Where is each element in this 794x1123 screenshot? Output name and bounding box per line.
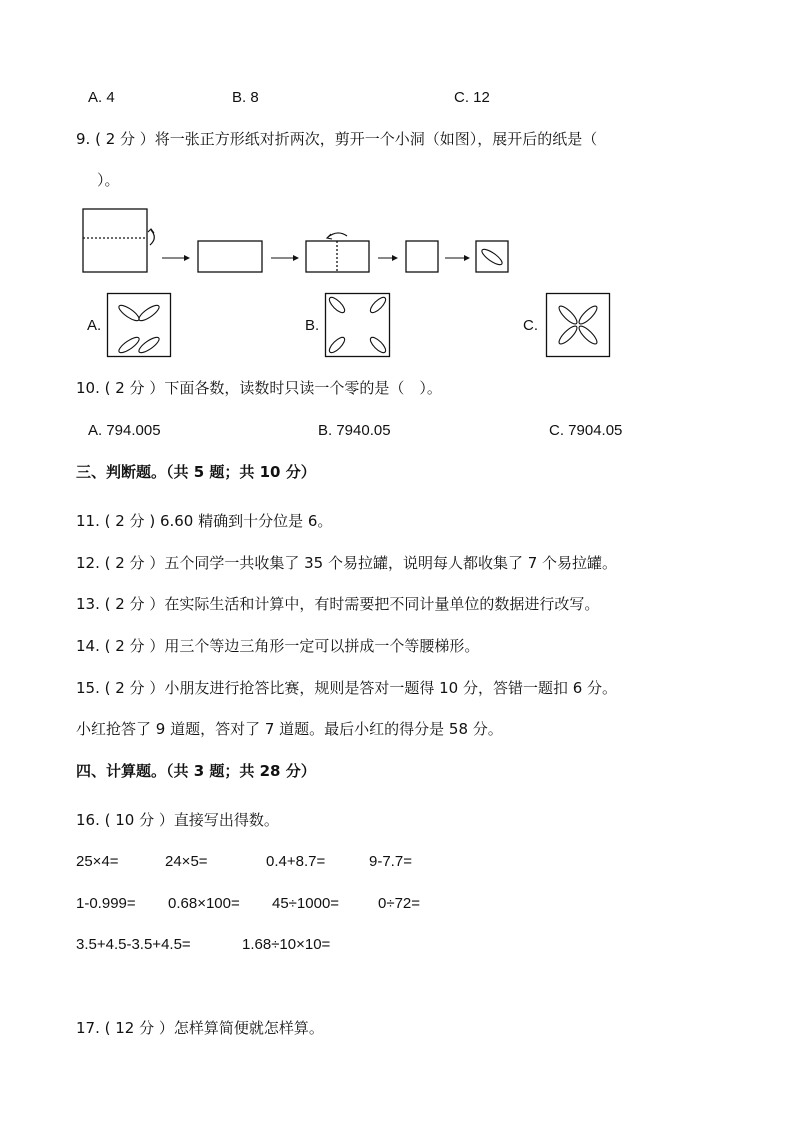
cut-hole	[480, 247, 504, 267]
q9-question-line1: 9. ( 2 分 ）将一张正方形纸对折两次，剪开一个小洞（如图），展开后的纸是（	[76, 130, 598, 148]
option-c-diagram	[546, 293, 611, 358]
q14-statement: 14. ( 2 分 ）用三个等边三角形一定可以拼成一个等腰梯形。	[76, 637, 480, 655]
q9-question-line2: ）。	[97, 171, 120, 189]
q10-option-c: C. 7904.05	[549, 422, 623, 439]
q10-option-a: A. 794.005	[88, 422, 161, 439]
calc-1-1: 25×4=	[76, 853, 119, 870]
q9-option-a-label: A.	[87, 317, 102, 334]
calc-1-3: 0.4+8.7=	[266, 853, 326, 870]
q11-statement: 11. ( 2 分 ) 6.60 精确到十分位是 6。	[76, 512, 333, 530]
q17-instruction: 17. ( 12 分 ）怎样算简便就怎样算。	[76, 1019, 324, 1037]
calc-2-4: 0÷72=	[378, 895, 421, 912]
q15-statement-line2: 小红抢答了 9 道题，答对了 7 道题。最后小红的得分是 58 分。	[76, 720, 503, 738]
q8-option-a: A. 4	[88, 89, 115, 106]
folding-process-diagram	[0, 0, 794, 300]
q10-option-b: B. 7940.05	[318, 422, 391, 439]
q15-statement-line1: 15. ( 2 分 ）小朋友进行抢答比赛，规则是答对一题得 10 分，答错一题扣 6 分。	[76, 679, 618, 697]
q9-option-c-label: C.	[523, 317, 538, 334]
section-4-title: 四、计算题。（共 3 题；共 28 分）	[76, 762, 316, 780]
q16-instruction: 16. ( 10 分 ）直接写出得数。	[76, 811, 279, 829]
calc-3-2: 1.68÷10×10=	[242, 936, 331, 953]
option-a-diagram	[107, 293, 172, 358]
q8-option-c: C. 12	[454, 89, 490, 106]
q9-option-b-label: B.	[305, 317, 320, 334]
q13-statement: 13. ( 2 分 ）在实际生活和计算中，有时需要把不同计量单位的数据进行改写。	[76, 595, 600, 613]
q12-statement: 12. ( 2 分 ）五个同学一共收集了 35 个易拉罐，说明每人都收集了 7 个易拉罐。	[76, 554, 618, 572]
cut-square	[476, 241, 508, 272]
option-b-diagram	[325, 293, 391, 358]
square-paper	[83, 209, 147, 272]
section-3-title: 三、判断题。（共 5 题；共 10 分）	[76, 463, 316, 481]
q8-option-b: B. 8	[232, 89, 259, 106]
half-folded-rectangle	[198, 241, 262, 272]
calc-2-3: 45÷1000=	[272, 895, 340, 912]
calc-2-2: 0.68×100=	[168, 895, 240, 912]
calc-3-1: 3.5+4.5-3.5+4.5=	[76, 936, 191, 953]
calc-1-4: 9-7.7=	[369, 853, 412, 870]
quarter-folded-square	[406, 241, 438, 272]
calc-1-2: 24×5=	[165, 853, 208, 870]
q10-question: 10. ( 2 分 ）下面各数，读数时只读一个零的是（ ）。	[76, 379, 442, 397]
calc-2-1: 1-0.999=	[76, 895, 136, 912]
